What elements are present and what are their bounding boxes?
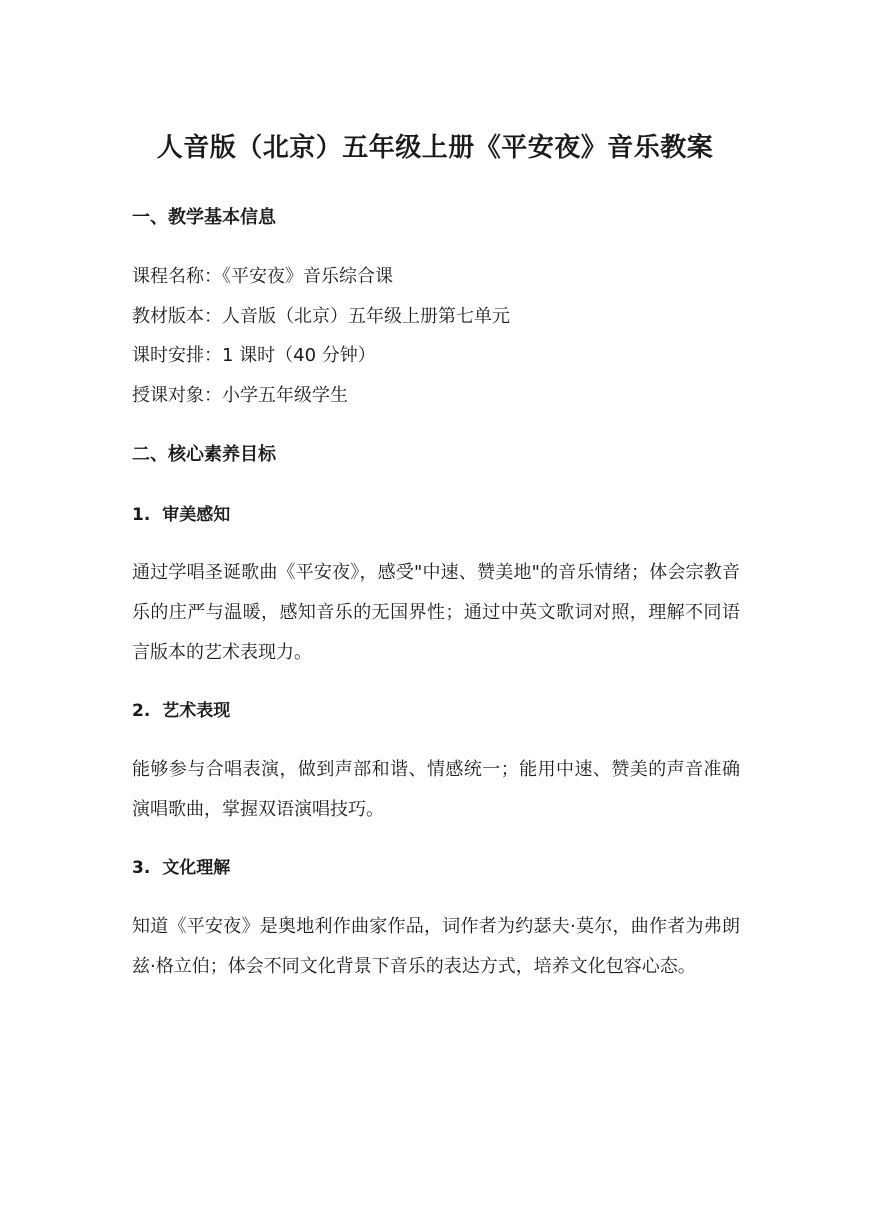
info-course-name: 课程名称：《平安夜》音乐综合课 (132, 266, 393, 287)
info-class-hours: 课时安排：1 课时（40 分钟） (132, 345, 376, 366)
subsection-heading-artistic (132, 697, 230, 725)
subsection-title: 审美感知 (162, 505, 231, 525)
paragraph-cultural: 知道《平安夜》是奥地利作曲家作品，词作者为约瑟夫·莫尔，曲作者为弗朗兹·格立伯；体会不同文化背景下音乐的表达方式，培养文化包容心态。 (132, 916, 740, 977)
document-title: 人音版（北京）五年级上册《平安夜》音乐教案 (156, 133, 714, 163)
section-heading-basic-info: 一、教学基本信息 (132, 207, 276, 228)
basic-info-list (132, 257, 510, 415)
subsection-title: 文化理解 (162, 858, 231, 878)
section-heading-core-goals: 二、核心素养目标 (132, 444, 276, 465)
subsection-heading-cultural (132, 854, 230, 882)
paragraph-artistic: 能够参与合唱表演，做到声部和谐、情感统一；能用中速、赞美的声音准确演唱歌曲，掌握双语演唱技巧。 (132, 759, 740, 820)
info-target-students: 授课对象：小学五年级学生 (132, 384, 348, 406)
subsection-number: 2. (132, 701, 151, 721)
info-textbook-version: 教材版本：人音版（北京）五年级上册第七单元 (132, 305, 510, 327)
subsection-number: 3. (132, 858, 151, 878)
subsection-title: 艺术表现 (162, 701, 231, 721)
subsection-number: 1. (132, 505, 151, 525)
subsection-heading-aesthetic (132, 501, 230, 529)
paragraph-aesthetic: 通过学唱圣诞歌曲《平安夜》，感受"中速、赞美地"的音乐情绪；体会宗教音乐的庄严与温暖，感知音乐的无国界性；通过中英文歌词对照，理解不同语言版本的艺术表现力。 (132, 562, 740, 663)
